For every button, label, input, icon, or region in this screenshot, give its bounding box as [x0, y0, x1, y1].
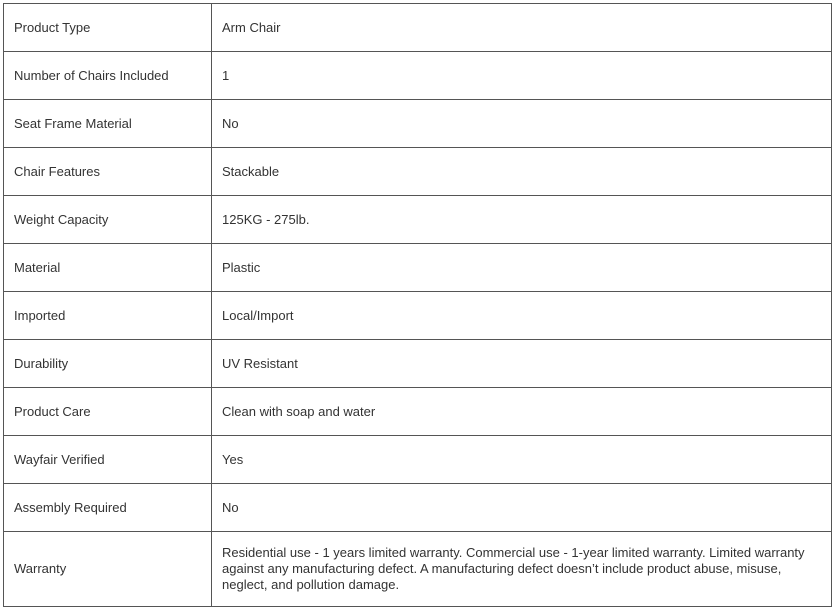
spec-label: Assembly Required	[4, 484, 212, 532]
spec-value: Local/Import	[212, 292, 832, 340]
spec-row-product-care	[4, 388, 832, 436]
spec-value: Clean with soap and water	[212, 388, 832, 436]
spec-value: No	[212, 100, 832, 148]
spec-row-seat-frame-material	[4, 100, 832, 148]
spec-value: Plastic	[212, 244, 832, 292]
spec-value: Stackable	[212, 148, 832, 196]
spec-label: Product Type	[4, 4, 212, 52]
spec-value: Arm Chair	[212, 4, 832, 52]
spec-label: Product Care	[4, 388, 212, 436]
spec-label: Durability	[4, 340, 212, 388]
spec-label: Wayfair Verified	[4, 436, 212, 484]
spec-label: Number of Chairs Included	[4, 52, 212, 100]
spec-label: Chair Features	[4, 148, 212, 196]
spec-value: 125KG - 275lb.	[212, 196, 832, 244]
spec-row-durability	[4, 340, 832, 388]
spec-label: Warranty	[4, 532, 212, 607]
spec-row-weight-capacity	[4, 196, 832, 244]
spec-label: Weight Capacity	[4, 196, 212, 244]
spec-value: No	[212, 484, 832, 532]
spec-value: Yes	[212, 436, 832, 484]
spec-value: Residential use - 1 years limited warranty. Commercial use - 1-year limited warranty. Limited warranty against any manufacturing defect. A manufacturing defect doesn’t include product abuse, misuse, neglect, and pollution damage.	[212, 532, 832, 607]
spec-row-chair-features	[4, 148, 832, 196]
spec-table-body	[4, 4, 832, 607]
spec-row-wayfair-verified	[4, 436, 832, 484]
spec-label: Material	[4, 244, 212, 292]
spec-row-material	[4, 244, 832, 292]
spec-row-number-of-chairs	[4, 52, 832, 100]
spec-value: UV Resistant	[212, 340, 832, 388]
spec-row-warranty	[4, 532, 832, 607]
spec-value: 1	[212, 52, 832, 100]
product-spec-table	[3, 3, 832, 607]
spec-row-product-type	[4, 4, 832, 52]
spec-label: Imported	[4, 292, 212, 340]
spec-row-assembly-required	[4, 484, 832, 532]
spec-row-imported	[4, 292, 832, 340]
spec-label: Seat Frame Material	[4, 100, 212, 148]
